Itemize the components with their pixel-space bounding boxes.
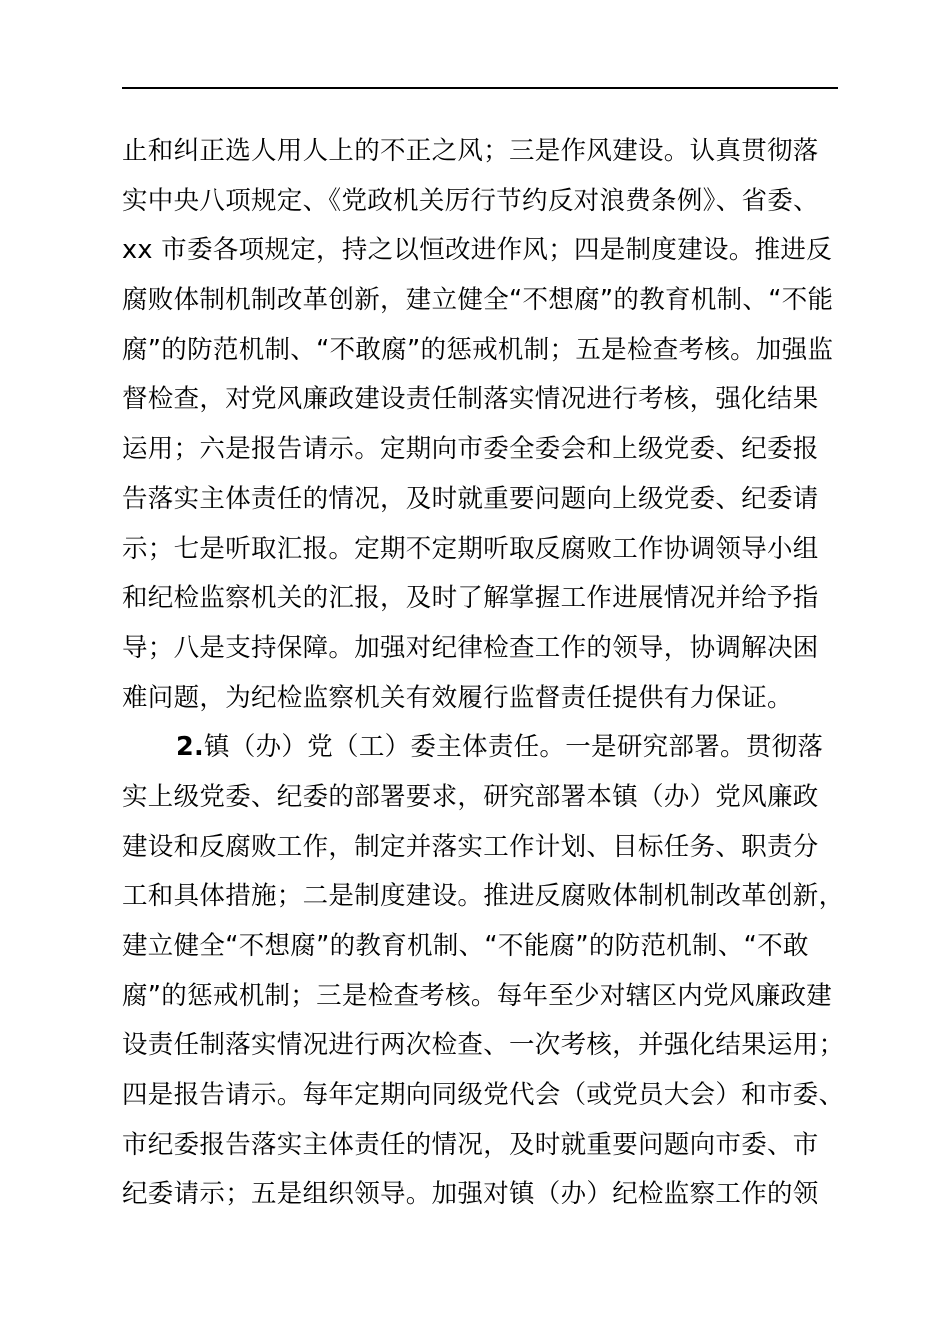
section-heading-text: 镇（办）党（工）委主体责任。一是研究部署。贯彻落	[204, 732, 824, 763]
text-line: 实中央八项规定、《党政机关厉行节约反对浪费条例》、省委、	[122, 185, 819, 216]
paragraph-1	[122, 131, 862, 727]
text-line: 运用；六是报告请示。定期向市委全委会和上级党委、纪委报	[122, 434, 819, 465]
text-line: 腐”的防范机制、“不敢腐”的惩戒机制；五是检查考核。加强监	[122, 334, 834, 365]
text-line: 市纪委报告落实主体责任的情况，及时就重要问题向市委、市	[122, 1129, 819, 1160]
text-line: 四是报告请示。每年定期向同级党代会（或党员大会）和市委、	[122, 1080, 845, 1111]
text-line: 建立健全“不想腐”的教育机制、“不能腐”的防范机制、“不敢	[122, 931, 809, 961]
text-line: 设责任制落实情况进行两次检查、一次考核，并强化结果运用；	[122, 1030, 845, 1061]
document-body	[122, 131, 862, 1224]
text-line: 腐”的惩戒机制；三是检查考核。每年至少对辖区内党风廉政建	[122, 980, 833, 1011]
text-line: 告落实主体责任的情况，及时就重要问题向上级党委、纪委请	[122, 483, 819, 514]
paragraph-2	[122, 727, 862, 1224]
paragraph-2-first-line	[122, 727, 862, 777]
text-line: 腐败体制机制改革创新，建立健全“不想腐”的教育机制、“不能	[122, 285, 834, 316]
header-rule	[122, 87, 838, 89]
text-line: 示；七是听取汇报。定期不定期听取反腐败工作协调领导小组	[122, 533, 819, 564]
section-number: 2.	[176, 732, 205, 763]
text-line: 纪委请示；五是组织领导。加强对镇（办）纪检监察工作的领	[122, 1179, 819, 1210]
text-line: 工和具体措施；二是制度建设。推进反腐败体制机制改革创新，	[122, 881, 845, 912]
text-line: 实上级党委、纪委的部署要求，研究部署本镇（办）党风廉政	[122, 781, 819, 812]
text-line: 难问题，为纪检监察机关有效履行监督责任提供有力保证。	[122, 682, 793, 713]
text-line: 建设和反腐败工作，制定并落实工作计划、目标任务、职责分	[122, 831, 819, 862]
text-line: 导；八是支持保障。加强对纪律检查工作的领导，协调解决困	[122, 632, 819, 663]
text-line: xx 市委各项规定，持之以恒改进作风；四是制度建设。推进反	[122, 235, 832, 266]
text-line: 止和纠正选人用人上的不正之风；三是作风建设。认真贯彻落	[122, 136, 819, 166]
text-line: 和纪检监察机关的汇报，及时了解掌握工作进展情况并给予指	[122, 583, 819, 614]
text-line: 督检查，对党风廉政建设责任制落实情况进行考核，强化结果	[122, 384, 819, 415]
